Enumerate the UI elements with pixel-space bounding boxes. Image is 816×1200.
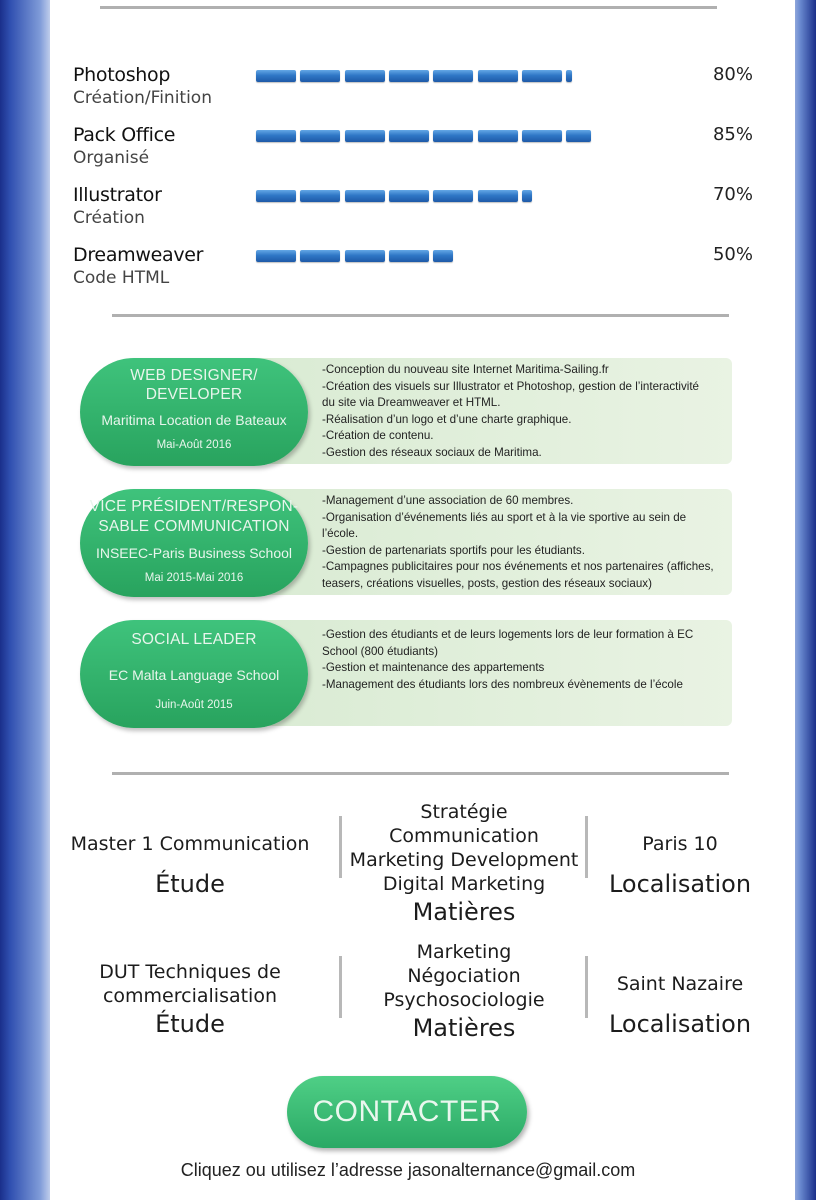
skill-percent: 70% [712,184,753,205]
role-title-line: WEB DESIGNER/ [130,367,258,384]
skill-name: Photoshop [73,64,171,86]
company-name: Maritima Location de Bateaux [101,412,287,428]
experience-description [322,493,732,592]
skill-subtitle: Création [73,208,145,228]
skill-row [73,184,753,244]
experience-role-pill [80,358,308,466]
subject-line: Digital Marketing [382,873,546,895]
resume-page [50,0,795,1200]
skill-bar-segment [300,190,340,202]
skill-percent: 50% [712,244,753,265]
role-dates: Mai-Août 2016 [156,439,232,451]
skill-level-bar [256,70,656,84]
skill-bar-segment [300,70,340,82]
skill-bar-segment [345,190,385,202]
description-line: -Organisation d’événements liés au sport et à la vie sportive au sein de [322,510,687,524]
education-diploma [50,832,330,898]
skill-bar-segment [433,250,453,262]
description-line: -Gestion des étudiants et de leurs logements lors de leur formation à EC [322,628,694,641]
subject-line: Négociation [407,965,521,987]
description-line: -Création des visuels sur Illustrator et Photoshop, gestion de l’interactivité [322,379,699,393]
diploma-line: Master 1 Communication [70,833,310,855]
skill-bar-segment [256,130,296,142]
skill-bar-segment [433,130,473,142]
experience-entry [80,358,732,466]
experience-role-pill [80,620,308,728]
skill-bar-segment [478,130,518,142]
column-separator [339,956,342,1018]
role-title-line: DEVELOPER [145,386,243,403]
skill-bar-segment [389,130,429,142]
skill-percent: 80% [712,64,753,85]
skill-subtitle: Code HTML [73,268,170,288]
experience-description [322,362,732,461]
role-title-line: SABLE COMMUNICATION [98,518,290,535]
education-diploma [50,960,330,1038]
description-line: -Gestion des réseaux sociaux de Maritima. [322,445,542,459]
description-line: -Campagnes publicitaires pour nos événements et nos partenaires (affiches, [322,560,714,573]
skill-row [73,64,753,124]
skill-bar-segment [478,70,518,82]
skill-percent: 85% [712,124,753,145]
diploma-line: commercialisation [102,985,278,1007]
description-line: -Gestion de partenariats sportifs pour les étudiants. [322,543,585,557]
location-value: Paris 10 [642,833,718,855]
skill-bar-segment [522,130,562,142]
description-line: -Gestion et maintenance des appartements [322,661,545,674]
experience-entry [80,620,732,728]
skills-divider [112,314,729,317]
skill-name: Dreamweaver [73,244,204,266]
skill-bar-segment [256,190,296,202]
column-separator [585,816,588,878]
subjects-label: Matières [412,898,516,926]
contact-note[interactable]: Cliquez ou utilisez l’adresse jasonalternance@gmail.com [180,1160,636,1180]
skill-bar-segment [389,190,429,202]
skill-bar-segment [345,250,385,262]
education-location [595,832,765,898]
skill-level-bar [256,190,656,204]
skill-bar-segment [345,130,385,142]
role-title-line: VICE PRÉSIDENT/RESPON- [89,498,299,515]
description-line: -Management des étudiants lors des nombreux évènements de l’école [322,677,683,691]
contact-button[interactable]: CONTACTER [287,1076,527,1148]
experience-entry [80,489,732,597]
column-separator [339,816,342,878]
subject-line: Stratégie Communication [389,801,539,847]
description-line: -Conception du nouveau site Internet Maritima-Sailing.fr [322,363,609,376]
role-dates: Juin-Août 2015 [155,699,233,711]
skill-bar-segment [300,130,340,142]
skill-bar-segment [522,190,532,202]
description-line: du site via Dreamweaver et HTML. [322,396,501,409]
description-line: -Management d’une association de 60 membres. [322,494,574,507]
skill-bar-segment [345,70,385,82]
skill-bar-segment [256,70,296,82]
subject-line: Marketing [416,941,512,963]
role-dates: Mai 2015-Mai 2016 [144,572,244,584]
description-line: School (800 étudiants) [322,644,439,658]
location-label: Localisation [608,870,752,898]
skill-bar-segment [566,70,571,82]
description-line: l’école. [322,527,359,540]
skill-name: Illustrator [73,184,162,206]
diploma-label: Étude [155,1010,225,1038]
skill-row [73,244,753,304]
skill-name: Pack Office [73,124,176,146]
role-title-line: SOCIAL LEADER [131,631,257,648]
diploma-line: DUT Techniques de [99,961,281,983]
company-name: EC Malta Language School [108,667,280,683]
skill-bar-segment [256,250,296,262]
skill-level-bar [256,250,656,264]
experience-description [322,627,732,693]
skill-row [73,124,753,184]
skill-bar-segment [478,190,518,202]
experience-divider [112,772,729,775]
subject-line: Psychosociologie [383,989,545,1011]
skill-subtitle: Organisé [73,148,150,168]
skill-bar-segment [433,70,473,82]
skill-bar-segment [566,130,591,142]
subjects-label: Matières [412,1014,516,1042]
skill-bar-segment [522,70,562,82]
location-value: Saint Nazaire [616,973,744,995]
experience-role-pill [80,489,308,597]
description-line: -Réalisation d’un logo et d’une charte graphique. [322,412,572,426]
top-divider [100,6,717,9]
diploma-label: Étude [155,870,225,898]
skill-subtitle: Création/Finition [73,88,212,108]
skill-bar-segment [300,250,340,262]
skill-bar-segment [389,70,429,82]
skill-bar-segment [433,190,473,202]
description-line: teasers, créations visuelles, posts, gestion des réseaux sociaux) [322,576,652,590]
location-label: Localisation [608,1010,752,1038]
skill-bar-segment [389,250,429,262]
education-subjects [344,800,584,926]
education-location [595,972,765,1038]
column-separator [585,956,588,1018]
description-line: -Création de contenu. [322,429,434,442]
subject-line: Marketing Development [349,849,579,871]
education-subjects [344,940,584,1042]
company-name: INSEEC-Paris Business School [95,545,293,561]
skill-level-bar [256,130,656,144]
